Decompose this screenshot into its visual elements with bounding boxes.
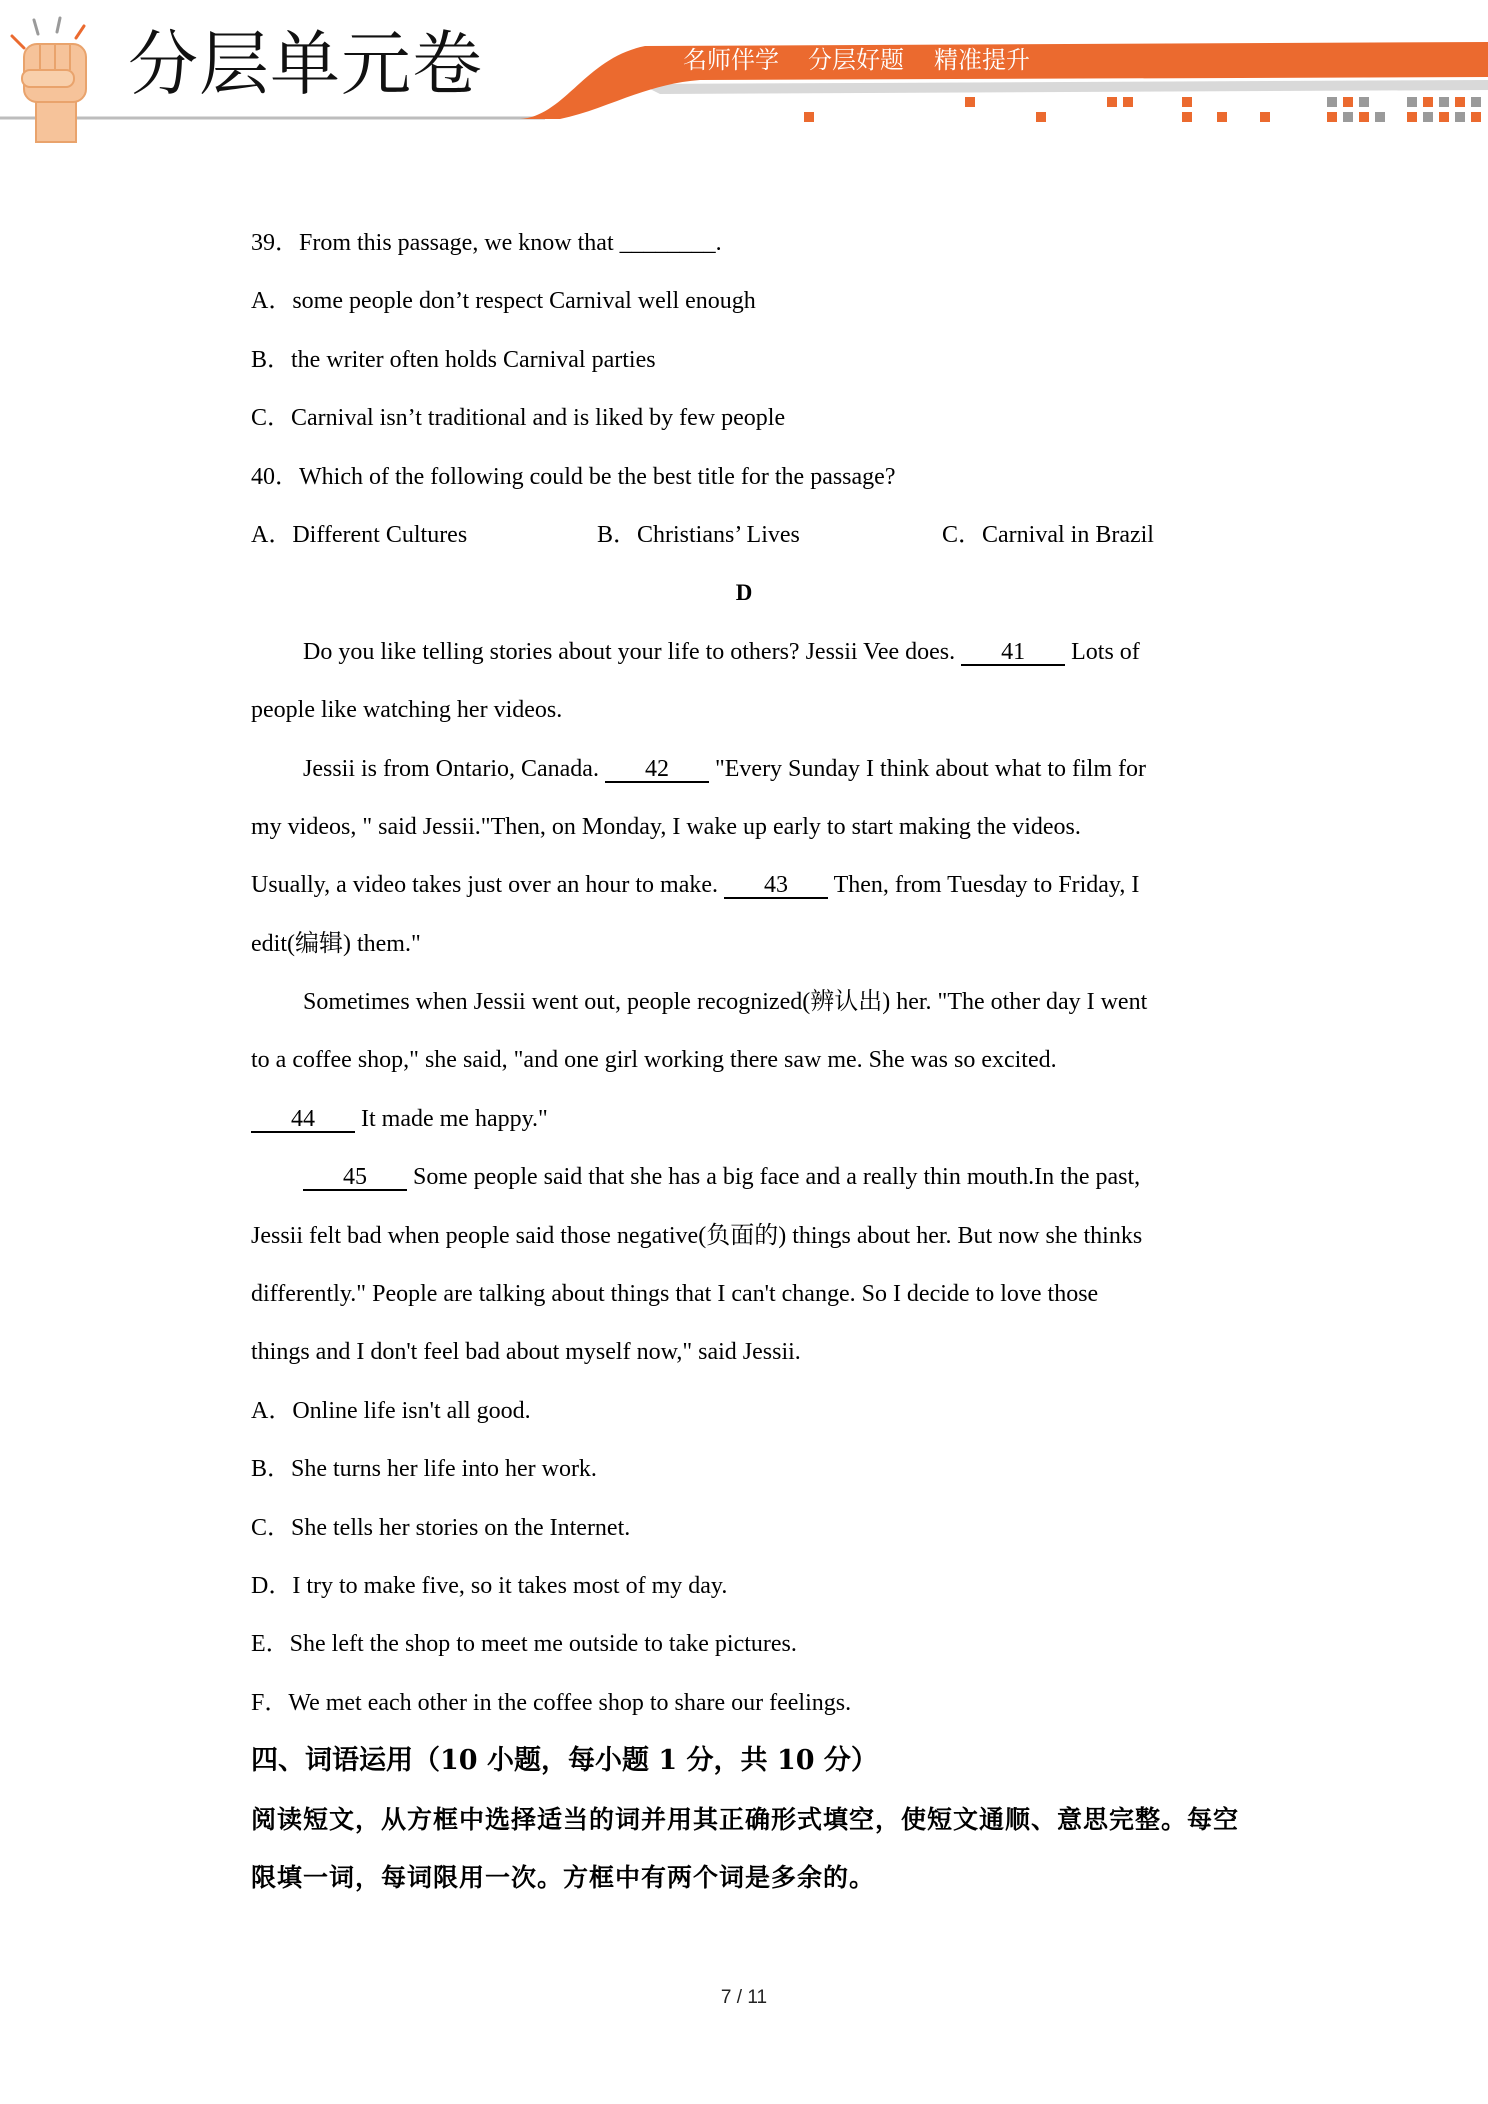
question-40-options — [251, 506, 1251, 564]
passage-line — [251, 740, 1251, 798]
answer-blank-42: 42 — [605, 757, 709, 783]
section-heading: 四、词语运用（10 小题，每小题 1 分，共 10 分） — [251, 1745, 878, 1777]
section-instructions: 限填一词，每词限用一次。方框中有两个词是多余的。 — [251, 1862, 876, 1892]
page-number: 7 / 11 — [720, 1987, 768, 2008]
line-text: Usually, a video takes just over an hour to make. — [251, 872, 724, 899]
passage-option-c: C．She tells her stories on the Internet. — [251, 1514, 631, 1541]
passage-line: people like watching her videos. — [251, 697, 563, 724]
raised-fist-icon — [4, 14, 104, 144]
line-text: "Every Sunday I think about what to film for — [708, 755, 1147, 782]
line-text: Lots of — [1065, 638, 1140, 665]
slogan-item: 名师伴学 — [683, 46, 779, 74]
passage-line — [251, 623, 1251, 681]
answer-blank-45: 45 — [303, 1165, 407, 1191]
passage-option-b: B．She turns her life into her work. — [251, 1456, 597, 1483]
slogan-item: 分层好题 — [808, 46, 904, 74]
passage-line — [251, 1090, 1251, 1148]
passage-heading: D — [735, 580, 753, 606]
passage-option-f: F．We met each other in the coffee shop to share our feelings. — [251, 1689, 852, 1716]
line-text: Jessii is from Ontario, Canada. — [303, 755, 605, 782]
passage-line: edit(编辑) them." — [251, 930, 421, 957]
line-text: Do you like telling stories about your life to others? Jessii Vee does. — [303, 638, 962, 665]
passage-line: to a coffee shop," she said, "and one girl working there saw me. She was so excited. — [251, 1047, 1057, 1074]
passage-line — [251, 856, 1251, 914]
passage-option-e: E．She left the shop to meet me outside to take pictures. — [251, 1631, 797, 1658]
passage-line: differently." People are talking about things that I can't change. So I decide to love those — [251, 1281, 1099, 1308]
line-text: Some people said that she has a big face and a really thin mouth.In the past, — [407, 1164, 1141, 1191]
passage-line: my videos, " said Jessii."Then, on Monday, I wake up early to start making the videos. — [251, 813, 1081, 840]
question-40-stem: 40．Which of the following could be the best title for the passage? — [251, 463, 896, 490]
answer-blank-41: 41 — [961, 640, 1065, 666]
passage-line: things and I don't feel bad about myself now," said Jessii. — [251, 1339, 801, 1366]
line-text: Then, from Tuesday to Friday, I — [828, 872, 1140, 899]
question-39-option-b: B．the writer often holds Carnival parties — [251, 346, 656, 373]
slogan-item: 精准提升 — [934, 46, 1030, 74]
decorative-squares — [804, 97, 1481, 122]
passage-option-d: D．I try to make five, so it takes most of my day. — [251, 1572, 728, 1599]
brand-title: 分层单元卷 — [128, 23, 483, 105]
passage-line — [251, 1148, 1251, 1206]
question-40-option-c: C．Carnival in Brazil — [942, 521, 1154, 548]
band-shadow — [640, 80, 1488, 94]
question-39-stem: 39．From this passage, we know that ________. — [251, 230, 722, 256]
answer-blank-43: 43 — [724, 873, 828, 899]
passage-line: Jessii felt bad when people said those negative(负面的) things about her. But now she thinks — [251, 1222, 1143, 1249]
section-instructions: 阅读短文，从方框中选择适当的词并用其正确形式填空，使短文通顺、意思完整。每空 — [251, 1804, 1240, 1834]
document-body — [251, 214, 1251, 1907]
answer-blank-44: 44 — [251, 1107, 355, 1133]
question-40-option-a: A．Different Cultures — [251, 521, 468, 548]
question-40-option-b: B．Christians’ Lives — [597, 521, 800, 548]
passage-line: Sometimes when Jessii went out, people recognized(辨认出) her. "The other day I went — [303, 989, 1148, 1016]
question-39-option-c: C．Carnival isn’t traditional and is liked by few people — [251, 405, 786, 432]
line-text: It made me happy." — [355, 1105, 548, 1132]
passage-option-a: A．Online life isn't all good. — [251, 1397, 531, 1424]
question-39-option-a: A．some people don’t respect Carnival well enough — [251, 288, 756, 315]
